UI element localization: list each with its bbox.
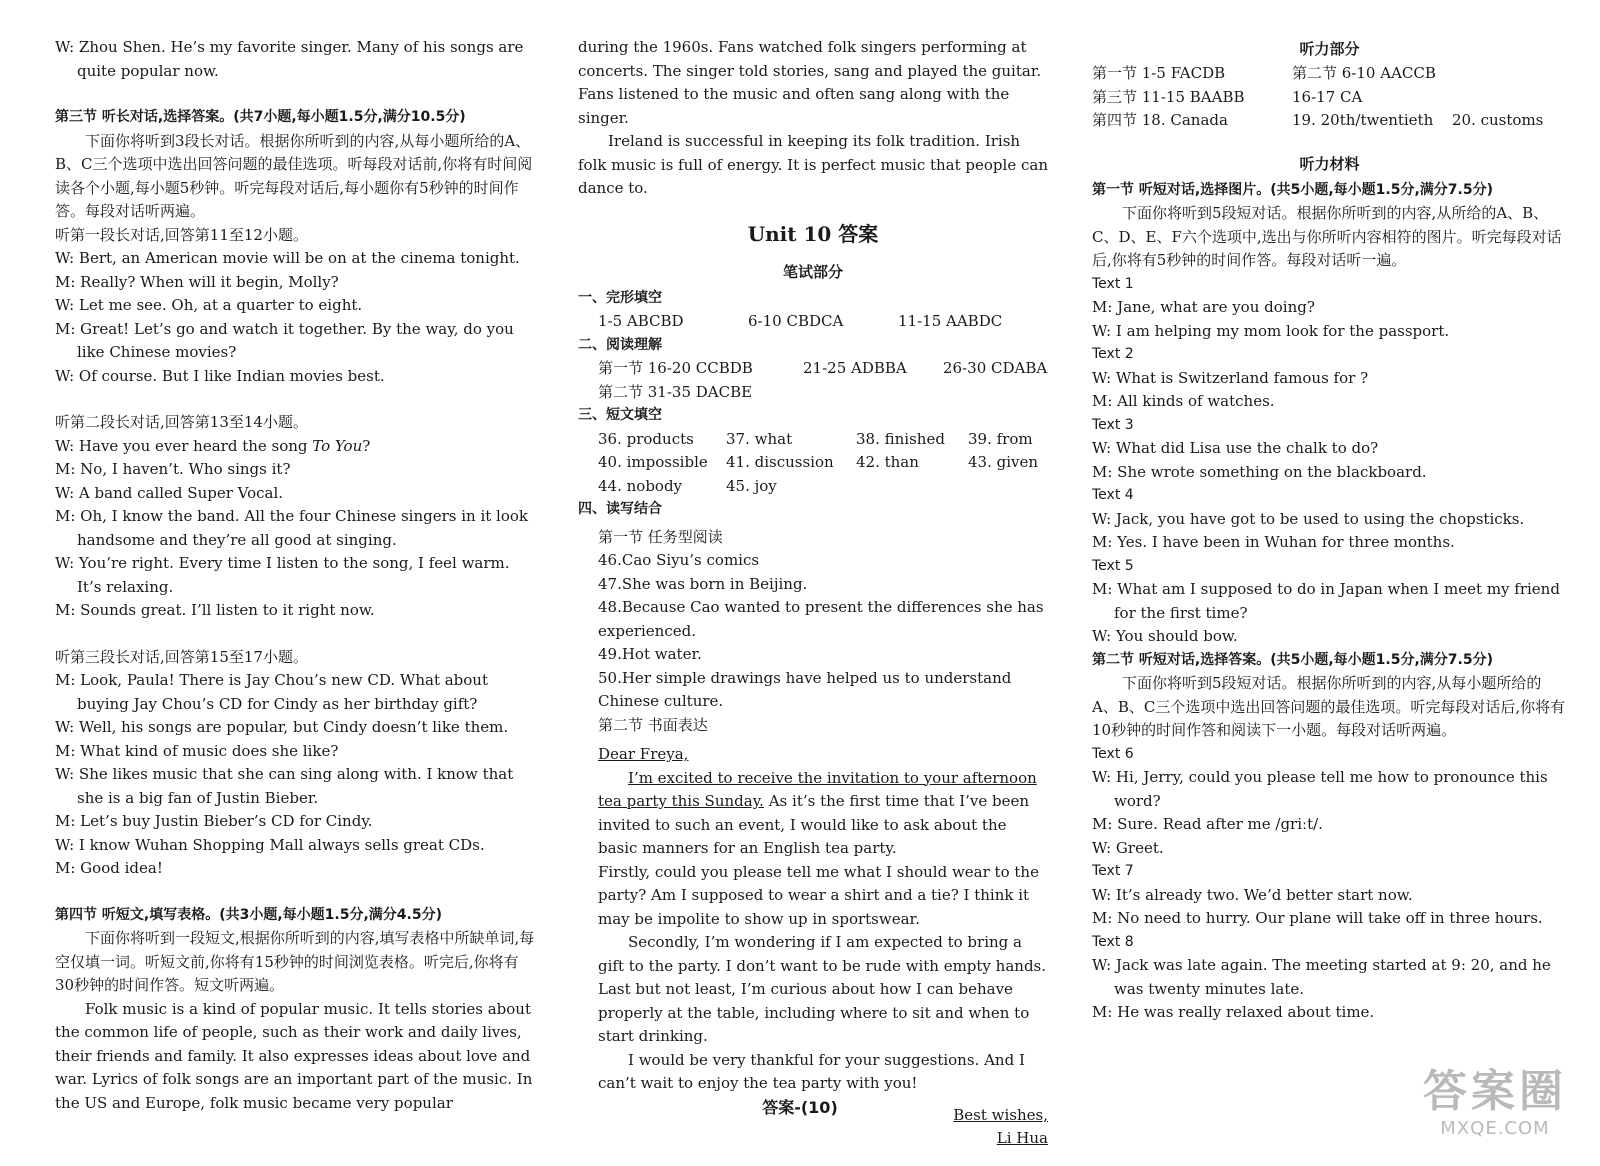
reading-heading: 二、阅读理解 [578,336,662,353]
letter-paragraph: Firstly, could you please tell me what I should wear to the party? Am I supposed to wear a shirt and a tie? I think it may be impolite to show up in sportswear. [598,862,1039,928]
reading-answers-row1 [578,357,1048,381]
dialogue-line: W: Hi, Jerry, could you please tell me how to pronounce this word? [1092,768,1548,810]
answer-item: 46.Cao Siyu’s comics [598,551,760,569]
dialogue-line: M: Really? When will it begin, Molly? [55,272,339,291]
answer-row [1092,109,1567,133]
writing-heading: 第二节 书面表达 [598,715,708,734]
answer-group: 21-25 ADBBA [803,359,907,377]
dialogue-text: ? [362,436,371,455]
listening-section2-instructions: 下面你将听到5段短对话。根据你所听到的内容,从每小题所给的A、B、C三个选项中选出回答问题的最佳选项。听完每段对话后,你将有10秒钟的时间作答和阅读下一小题。每段对话听两遍。 [1092,674,1566,739]
listening-section2-heading: 第二节 听短对话,选择答案。(共5小题,每小题1.5分,满分7.5分) [1092,651,1493,668]
answer-item: 49.Hot water. [598,645,702,663]
cloze-answers [578,310,1048,334]
answer-row [1092,62,1567,86]
dialogue-line: W: Jack was late again. The meeting started at 9: 20, and he was twenty minutes late. [1092,956,1551,998]
text-title: Text 2 [1092,346,1134,362]
answer-group: 1-5 ABCBD [598,312,684,330]
watermark-text: 答案圈 [1423,1066,1567,1117]
answer-item: 48.Because Cao wanted to present the differences she has experienced. [598,598,1044,640]
column-right [1092,36,1567,1025]
listening-section1-instructions: 下面你将听到5段短对话。根据你所听到的内容,从所给的A、B、C、D、E、F六个选项中,选出与你所听内容相符的图片。听完每段对话后,你将有5秒钟的时间作答。每段对话听一遍。 [1092,204,1562,269]
dialogue-line: M: Look, Paula! There is Jay Chou’s new CD. What about buying Jay Chou’s CD for Cindy as her birthday gift? [55,671,489,713]
passage-paragraph: during the 1960s. Fans watched folk singers performing at concerts. The singer told stories, sang and played the guitar. Fans listened to the music and often sang along with the singer. [578,38,1042,127]
dialogue-line: M: Sounds great. I’ll listen to it right now. [55,601,375,619]
reading-answers-row2 [578,381,1048,405]
dialogue-line: W: Let me see. Oh, at a quarter to eight. [55,296,363,314]
task-reading-heading: 第一节 任务型阅读 [598,527,723,546]
dialogue-line: W: What did Lisa use the chalk to do? [1092,439,1379,457]
listening-answers [1092,62,1567,133]
dialogue-line: M: No need to hurry. Our plane will take off in three hours. [1092,909,1543,927]
watermark-url: MXQE.COM [1440,1118,1550,1139]
text-title: Text 3 [1092,416,1134,433]
dialogue-line: M: No, I haven’t. Who sings it? [55,460,291,478]
letter-closing: Best wishes, [953,1105,1048,1124]
listening-texts-section2 [1092,743,1567,1025]
answer-item: 47.She was born in Beijing. [598,574,808,593]
answer-item: 37. what [726,429,793,448]
dialogue-line: M: Great! Let’s go and watch it together. By the way, do you like Chinese movies? [55,319,514,361]
dialogue-line: M: Good idea! [55,859,163,877]
blank-filling-heading: 三、短文填空 [578,407,662,423]
listening-material-title: 听力材料 [1299,154,1360,173]
dialogue3 [55,669,535,881]
answer-row [598,475,1048,499]
answer-row [598,451,1048,475]
written-part-title: 笔试部分 [782,262,843,281]
text-title: Text 5 [1092,557,1134,574]
text-title: Text 7 [1092,863,1134,879]
text-title: Text 6 [1092,745,1134,762]
answer-item: 36. products [598,429,694,448]
text-title: Text 4 [1092,487,1134,503]
dialogue-line: W: You should bow. [1092,627,1238,645]
answer-item: 41. discussion [726,453,834,471]
dialogue-text: W: Have you ever heard the song [55,436,313,455]
letter-signature: Li Hua [996,1129,1048,1147]
answer-group: 16-17 CA [1292,87,1363,106]
dialogue1-heading: 听第一段长对话,回答第11至12小题。 [55,225,308,244]
letter-paragraph: Secondly, I’m wondering if I am expected to bring a gift to the party. I don’t want to be rude with empty hands. Last but not least, I’m curious about how I can behave properly at the table, including where to sit and when to start drinking. [598,933,1047,1045]
dialogue-line: M: All kinds of watches. [1092,392,1275,410]
text-title: Text 8 [1092,933,1134,950]
dialogue-line: W: She likes music that she can sing along with. I know that she is a big fan of Justin Bieber. [55,765,514,807]
listening-part-title: 听力部分 [1299,40,1360,58]
dialogue3-heading: 听第三段长对话,回答第15至17小题。 [55,647,308,666]
dialogue-line: M: Let’s buy Justin Bieber’s CD for Cindy. [55,812,373,830]
section4-instructions: 下面你将听到一段短文,根据你所听到的内容,填写表格中所缺单词,每空仅填一词。听短文前,你将有15秒钟的时间浏览表格。听完后,你将有30秒钟的时间作答。短文听两遍。 [55,929,535,994]
answer-group: 26-30 CDABA [943,359,1048,377]
answer-group: 20. customs [1452,111,1544,129]
dialogue-line: W: Well, his songs are popular, but Cindy doesn’t like them. [55,718,509,736]
section4-heading: 第四节 听短文,填写表格。(共3小题,每小题1.5分,满分4.5分) [55,906,442,923]
dialogue1 [55,247,535,388]
answer-item: 42. than [856,453,919,471]
dialogue-line: M: Sure. Read after me /griːt/. [1092,815,1323,833]
dialogue-line: W: What is Switzerland famous for ? [1092,368,1369,387]
answer-row [1092,86,1567,110]
dialogue-line: M: What am I supposed to do in Japan when I meet my friend for the first time? [1092,580,1560,622]
dialogue2 [55,435,535,623]
column-middle [578,36,1048,1151]
section3-instructions: 下面你将听到3段长对话。根据你所听到的内容,从每小题所给的A、B、C三个选项中选出回答问题的最佳选项。听每段对话前,你将有时间阅读各个小题,每小题5秒钟。听完每段对话后,每小题你有5秒钟的时间作答。每段对话听两遍。 [55,131,533,220]
dialogue-line: M: He was really relaxed about time. [1092,1003,1375,1021]
sample-letter [578,743,1048,1151]
dialogue-line: M: What kind of music does she like? [55,741,339,760]
letter-greeting: Dear Freya, [598,745,689,763]
listening-section1-heading: 第一节 听短对话,选择图片。(共5小题,每小题1.5分,满分7.5分) [1092,181,1493,198]
answer-item: 39. from [968,429,1033,448]
dialogue-line: W: Zhou Shen. He’s my favorite singer. Many of his songs are quite popular now. [55,38,524,80]
dialogue-line: W: A band called Super Vocal. [55,483,284,502]
dialogue-line: W: You’re right. Every time I listen to the song, I feel warm. It’s relaxing. [55,554,510,596]
answer-item: 45. joy [726,476,777,495]
answer-item: 50.Her simple drawings have helped us to understand Chinese culture. [598,668,1012,710]
dialogue-line: W: Bert, an American movie will be on at the cinema tonight. [55,249,520,267]
dialogue-line: W: I am helping my mom look for the passport. [1092,321,1450,340]
answer-group: 11-15 AABDC [898,312,1003,330]
answer-item: 40. impossible [598,453,708,471]
letter-text: As it’s the first time that I’ve been invited to such an event, I would like to ask about the basic manners for an English tea party. [598,792,1030,857]
answer-group: 第二节 6-10 AACCB [1292,64,1436,82]
task-reading-answers [578,549,1048,714]
letter-paragraph: I would be very thankful for your suggestions. And I can’t wait to enjoy the tea party with you! [598,1050,1025,1092]
dialogue-line [55,435,535,459]
answer-group: 19. 20th/twentieth [1292,111,1434,129]
answer-item: 44. nobody [598,476,683,495]
section3-heading: 第三节 听长对话,选择答案。(共7小题,每小题1.5分,满分10.5分) [55,109,466,125]
answer-row [598,428,1048,452]
answer-group: 6-10 CBDCA [748,312,844,330]
reading-writing-heading: 四、读写结合 [578,501,662,517]
answer-group: 第二节 31-35 DACBE [598,382,753,401]
dialogue-line: W: Of course. But I like Indian movies best. [55,366,385,385]
answer-group: 第三节 11-15 BAABB [1092,87,1245,106]
text-title: Text 1 [1092,275,1134,292]
dialogue2-heading: 听第二段长对话,回答第13至14小题。 [55,413,308,431]
answer-item: 38. finished [856,429,945,448]
letter-underlined-text: I’m excited to receive the invitation to your afternoon tea party this Sunday. [598,768,1037,810]
unit-title: Unit 10 答案 [747,221,879,246]
blank-filling-answers [578,428,1048,499]
dialogue-line: M: Oh, I know the band. All the four Chinese singers in it look handsome and they’re all good at singing. [55,507,528,549]
dialogue-line: W: Greet. [1092,838,1164,857]
cloze-heading: 一、完形填空 [578,289,662,306]
listening-texts-section1 [1092,273,1567,649]
watermark-logo [1420,1066,1570,1148]
column-left [55,36,535,1115]
dialogue-line: W: I know Wuhan Shopping Mall always sells great CDs. [55,835,485,854]
song-title: To You [312,436,363,455]
answer-item: 43. given [968,453,1039,471]
passage-paragraph: Folk music is a kind of popular music. It tells stories about the common life of people, such as their work and daily lives, their friends and family. It also expresses ideas about love and war. Lyrics of folk songs are an important part of the music. In the US and Europe, folk music became very popular [55,999,533,1112]
answer-group: 第一节 1-5 FACDB [1092,64,1226,82]
letter-paragraph [598,767,1048,861]
dialogue-line: W: It’s already two. We’d better start now. [1092,885,1413,904]
page-footer: 答案-(10) [762,1098,838,1117]
answer-group: 第一节 16-20 CCBDB [598,359,753,377]
answer-group: 第四节 18. Canada [1092,111,1228,129]
dialogue-line: W: Jack, you have got to be used to using the chopsticks. [1092,509,1525,528]
dialogue-line: M: She wrote something on the blackboard. [1092,462,1427,481]
passage-paragraph: Ireland is successful in keeping its folk tradition. Irish folk music is full of energy. It is perfect music that people can dance to. [578,132,1048,197]
dialogue-line: M: Yes. I have been in Wuhan for three months. [1092,533,1455,551]
dialogue-line: M: Jane, what are you doing? [1092,298,1315,316]
